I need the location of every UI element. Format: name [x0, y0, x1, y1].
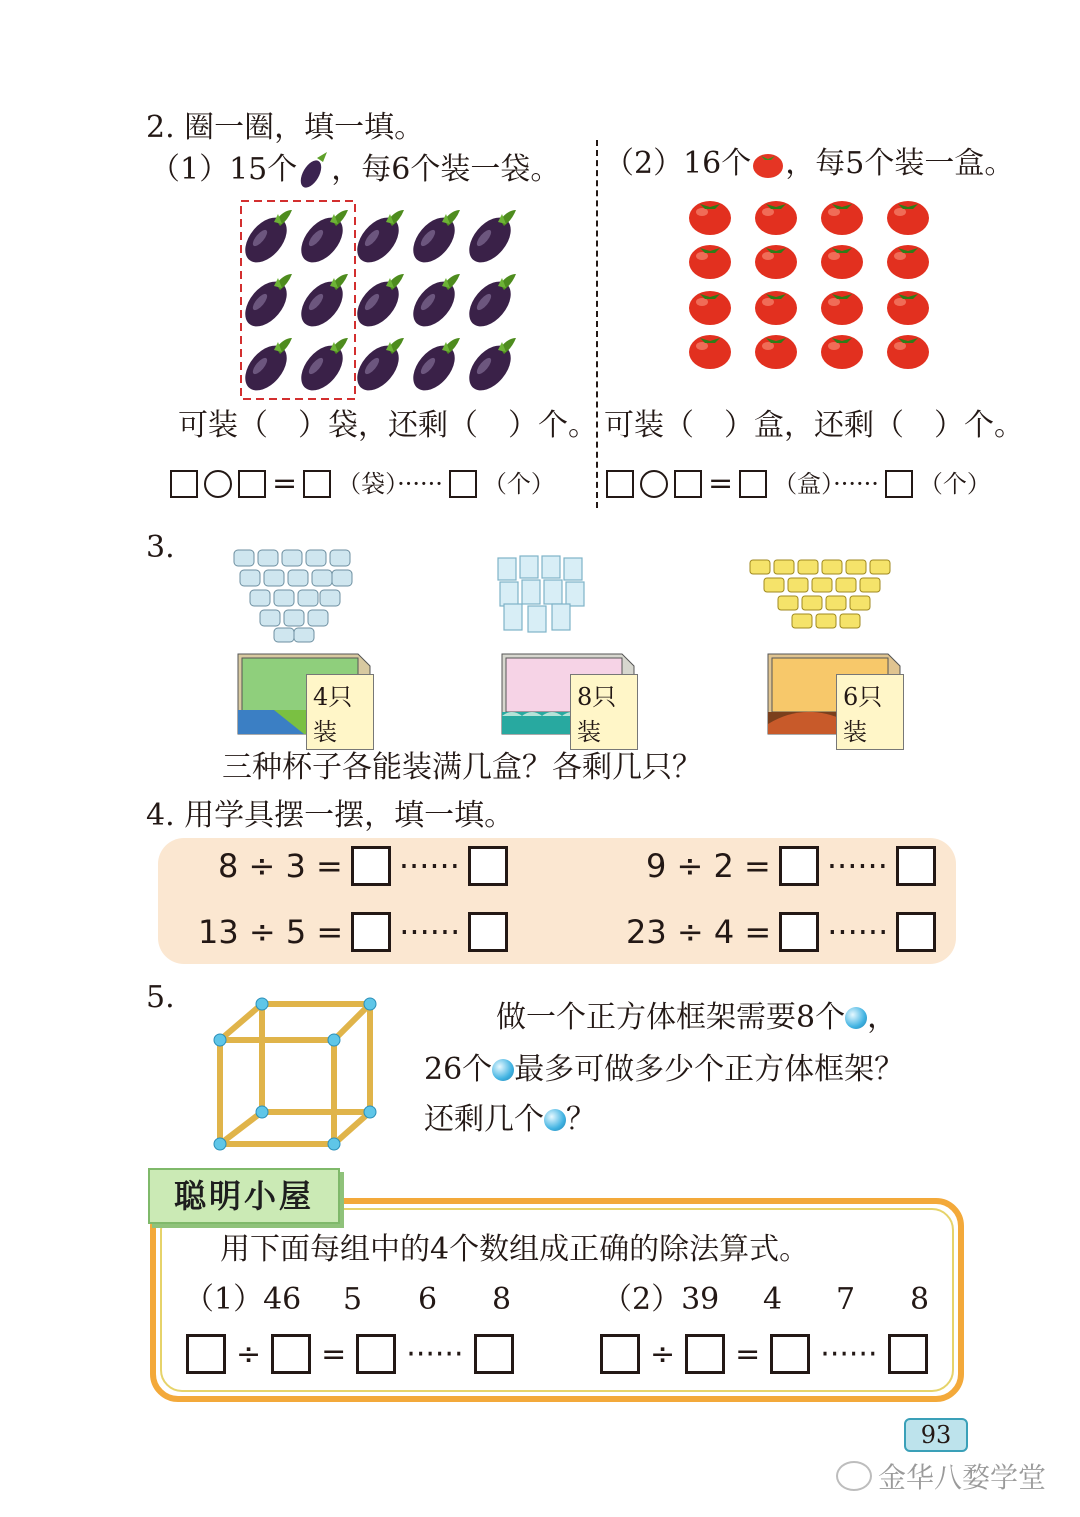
q4-eq4-text: 23 ÷ 4 =: [626, 913, 772, 951]
watermark-text: 金华八婺学堂: [878, 1461, 1047, 1494]
q5-line1-end: ，: [867, 1000, 898, 1035]
divide-sign: ÷: [236, 1336, 262, 1372]
mug-stack-image: [746, 556, 896, 640]
cube-frame-image: [208, 994, 384, 1154]
q2-part2-title: [604, 146, 1014, 182]
ball-icon: [492, 1059, 514, 1081]
remainder-box[interactable]: [468, 846, 508, 886]
group1-number: 8: [492, 1282, 512, 1317]
remainder-box[interactable]: [896, 846, 936, 886]
q3-question: 三种杯子各能装满几盒？各剩几只？: [222, 750, 702, 785]
dots: ······: [827, 913, 889, 951]
q5-line2-start: 26个: [424, 1052, 493, 1087]
answer-box[interactable]: [885, 470, 913, 498]
smart-instruction: 用下面每组中的4个数组成正确的除法算式。: [220, 1232, 810, 1267]
q4-eq1-text: 8 ÷ 3 =: [218, 847, 343, 885]
operator-circle[interactable]: [640, 470, 668, 498]
answer-box[interactable]: [449, 470, 477, 498]
remainder-box[interactable]: [474, 1334, 514, 1374]
eggplant-row-2: [238, 274, 519, 334]
q2-part1-answer: 可装（ ）袋，还剩（ ）个。: [178, 408, 598, 443]
dots: ······: [399, 913, 461, 951]
unit-pieces: （个）: [482, 470, 555, 498]
watermark: [836, 1456, 1046, 1496]
tomato-icon: [751, 147, 785, 181]
answer-box[interactable]: [606, 470, 634, 498]
dots: ······: [826, 847, 888, 885]
q3-number: 3.: [146, 530, 175, 565]
q2-heading: 2. 圈一圈，填一填。: [146, 110, 425, 145]
q2-part2-equation: [606, 466, 991, 502]
group2-number: 8: [910, 1282, 930, 1317]
q5-line3-end: ？: [566, 1102, 596, 1137]
equals-sign: =: [272, 466, 298, 501]
q2-part1-title: [150, 150, 560, 190]
q5-line1: [496, 1000, 897, 1036]
q2-part1-text: ，每6个装一袋。: [331, 152, 561, 187]
quotient-box[interactable]: [356, 1334, 396, 1374]
q2-part1-equation: [170, 466, 555, 502]
tomato-row-1: [689, 201, 929, 235]
q4-eq3: [198, 912, 508, 952]
dots: ······: [820, 1336, 878, 1372]
q5-line3: [424, 1102, 596, 1138]
tomato-row-2: [689, 245, 929, 279]
equals-sign: =: [321, 1336, 347, 1372]
column-divider: [596, 140, 598, 508]
q4-heading: 4. 用学具摆一摆，填一填。: [146, 798, 515, 833]
divisor-box[interactable]: [685, 1334, 725, 1374]
q4-eq3-text: 13 ÷ 5 =: [198, 913, 344, 951]
group1-number: 6: [418, 1282, 438, 1317]
equals-sign: =: [735, 1336, 761, 1372]
eggplant-icon: [297, 150, 331, 190]
q2-part2-label: （2）16个: [604, 146, 752, 181]
remainder-box[interactable]: [468, 912, 508, 952]
quotient-box[interactable]: [351, 846, 391, 886]
page-number: 93: [904, 1418, 968, 1452]
wechat-icon: [836, 1461, 872, 1491]
dividend-box[interactable]: [186, 1334, 226, 1374]
answer-box[interactable]: [674, 470, 702, 498]
group2-label: （2）39: [602, 1282, 720, 1317]
smart-house-title: 聪明小屋: [148, 1168, 340, 1224]
q4-eq4: [626, 912, 936, 952]
ball-icon: [544, 1109, 566, 1131]
q4-eq2-text: 9 ÷ 2 =: [646, 847, 771, 885]
equals-sign: =: [708, 466, 734, 501]
tomato-grid: [684, 194, 940, 376]
box-label: 4只装: [306, 674, 374, 750]
group2-number: 4: [763, 1282, 783, 1317]
glass-stack-image: [494, 552, 590, 634]
answer-box[interactable]: [303, 470, 331, 498]
q2-part2-answer: 可装（ ）盒，还剩（ ）个。: [604, 408, 1024, 443]
quotient-box[interactable]: [351, 912, 391, 952]
unit-bags: （袋）······: [337, 470, 443, 498]
unit-boxes: （盒）······: [773, 470, 879, 498]
teacup-stack-image: [228, 546, 358, 646]
group1-label: （1）46: [184, 1282, 302, 1317]
ball-icon: [845, 1007, 867, 1029]
dots: ······: [398, 847, 460, 885]
box-label: 8只装: [570, 674, 638, 750]
answer-box[interactable]: [238, 470, 266, 498]
divisor-box[interactable]: [271, 1334, 311, 1374]
answer-box[interactable]: [739, 470, 767, 498]
eggplant-row-1: [238, 210, 519, 270]
q5-line1-text: 做一个正方体框架需要8个: [496, 1000, 846, 1035]
operator-circle[interactable]: [204, 470, 232, 498]
answer-box[interactable]: [170, 470, 198, 498]
q5-line2: [424, 1052, 904, 1088]
q5-number: 5.: [146, 980, 175, 1015]
remainder-box[interactable]: [888, 1334, 928, 1374]
group1-number: 5: [343, 1282, 363, 1317]
group2-equation: [600, 1334, 928, 1374]
q2-part1-label: （1）15个: [150, 152, 298, 187]
q4-eq1: [218, 846, 508, 886]
dividend-box[interactable]: [600, 1334, 640, 1374]
quotient-box[interactable]: [770, 1334, 810, 1374]
q2-part2-text: ，每5个装一盒。: [785, 146, 1015, 181]
divide-sign: ÷: [650, 1336, 676, 1372]
quotient-box[interactable]: [779, 846, 819, 886]
eggplant-grid: [238, 196, 538, 400]
box-label: 6只装: [836, 674, 904, 750]
box-4-pack: [234, 650, 374, 746]
tomato-row-4: [689, 335, 929, 369]
box-8-pack: [498, 650, 638, 746]
unit-pieces: （个）: [918, 470, 991, 498]
tomato-row-3: [689, 291, 929, 325]
eggplant-row-3: [238, 338, 519, 398]
q4-eq2: [646, 846, 936, 886]
dots: ······: [406, 1336, 464, 1372]
remainder-box[interactable]: [896, 912, 936, 952]
box-6-pack: [764, 650, 904, 746]
quotient-box[interactable]: [779, 912, 819, 952]
q5-line3-start: 还剩几个: [424, 1102, 544, 1137]
group2-number: 7: [836, 1282, 856, 1317]
group1-equation: [186, 1334, 514, 1374]
q5-line2-end: 最多可做多少个正方体框架？: [514, 1052, 905, 1087]
